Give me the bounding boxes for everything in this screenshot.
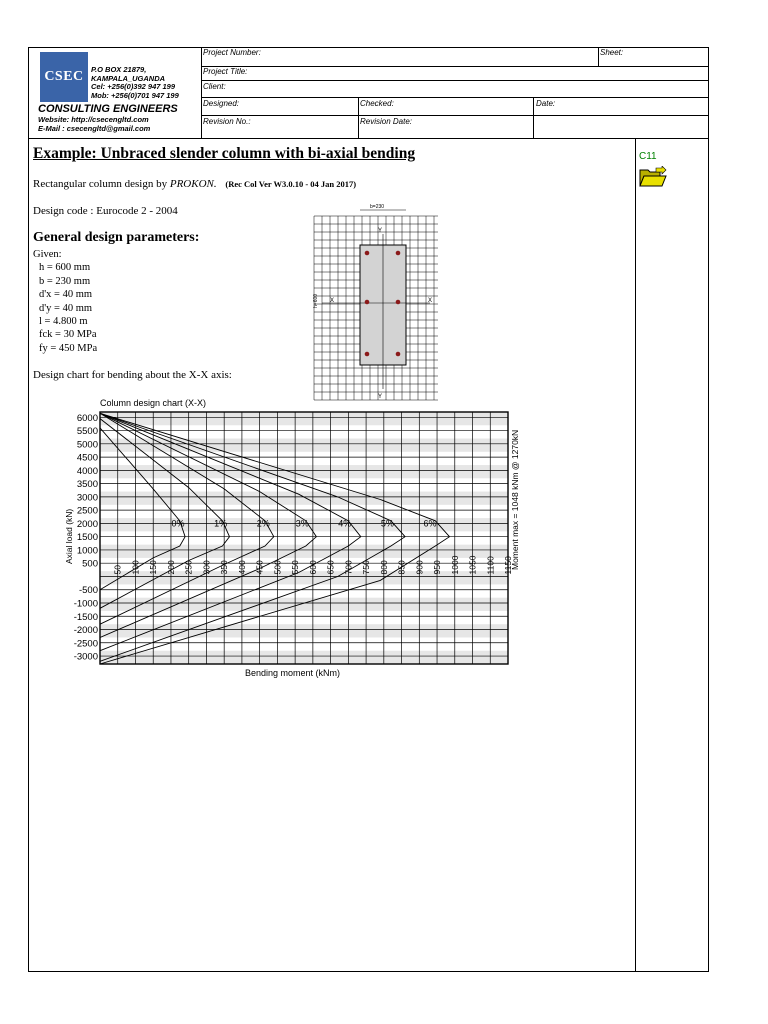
x-tick-label: 1100: [485, 556, 496, 575]
column-section-sketch: [312, 204, 440, 402]
rebar: [396, 300, 401, 305]
intro-version: (Rec Col Ver W3.0.10 - 04 Jan 2017): [225, 179, 357, 189]
x-tick-label: 800: [378, 560, 389, 575]
axis-label-y-bottom: Y: [378, 394, 383, 400]
series-label: 6%: [423, 518, 437, 529]
revision-no-label: Revision No.:: [203, 117, 251, 126]
y-tick-label: -2500: [73, 638, 98, 650]
chart-band: [100, 598, 508, 611]
series-label: 4%: [338, 518, 352, 529]
address-line: Cel: +256(0)392 947 199: [91, 82, 176, 92]
given-label: Given:: [33, 249, 62, 260]
y-tick-label: -2000: [73, 625, 98, 637]
given-item: fy = 450 MPa: [39, 342, 98, 354]
cell-reference: C11: [639, 151, 657, 162]
rebar: [365, 352, 370, 357]
x-tick-label: 100: [130, 560, 141, 575]
x-tick-label: 950: [432, 560, 443, 575]
x-tick-label: 650: [325, 560, 336, 575]
y-tick-label: 4500: [76, 452, 98, 464]
y-axis-label: Axial load (kN): [64, 508, 74, 564]
company-address: [91, 66, 179, 100]
y-tick-label: 1000: [76, 545, 98, 557]
address-line: P.O BOX 21879,: [91, 65, 147, 74]
given-item: b = 230 mm: [39, 275, 91, 287]
x-tick-label: 1000: [449, 555, 460, 575]
section-heading: General design parameters:: [33, 230, 200, 245]
axis-label-x-right: X: [428, 298, 433, 304]
x-tick-label: 850: [396, 560, 407, 575]
axis-label-x-left: X: [330, 298, 335, 304]
x-tick-label: 1150: [503, 556, 513, 575]
page-title: Example: Unbraced slender column with bi-axial bending: [33, 145, 416, 162]
x-tick-label: 200: [165, 560, 176, 575]
rebar: [396, 352, 401, 357]
x-tick-label: 550: [290, 560, 301, 575]
x-tick-label: 450: [254, 560, 265, 575]
open-folder-icon[interactable]: [638, 166, 668, 188]
company-logo: CSEC: [40, 52, 88, 102]
y-tick-labels: [74, 413, 98, 663]
y-tick-label: 1500: [76, 532, 98, 544]
series-label: 2%: [256, 518, 270, 529]
series-label: 1%: [214, 518, 228, 529]
x-tick-label: 500: [272, 560, 283, 575]
x-tick-label: 300: [201, 560, 212, 575]
b-dimension-label: b=230: [370, 204, 385, 210]
header-divider: [201, 80, 709, 81]
chart-band: [100, 651, 508, 664]
chart-band: [100, 571, 508, 584]
rebar: [365, 251, 370, 256]
y-tick-label: -1500: [73, 611, 98, 623]
y-tick-label: 5500: [76, 426, 98, 438]
x-tick-label: 400: [236, 560, 247, 575]
header-divider: [201, 115, 709, 116]
header-divider: [201, 66, 709, 67]
column-design-chart: [60, 394, 540, 684]
client-label: Client:: [203, 82, 226, 91]
y-tick-label: 5000: [76, 439, 98, 451]
header-divider: [598, 47, 599, 66]
y-tick-label: 2500: [76, 505, 98, 517]
series-label: 0%: [171, 518, 185, 529]
x-axis-label: Bending moment (kNm): [245, 668, 341, 678]
header-divider: [201, 97, 709, 98]
intro-line: [33, 178, 356, 190]
y-tick-label: 2000: [76, 518, 98, 530]
date-label: Date:: [536, 99, 556, 108]
x-tick-label: 50: [112, 564, 123, 575]
firm-name: CONSULTING ENGINEERS: [38, 103, 178, 115]
designed-label: Designed:: [203, 99, 240, 108]
header-divider: [358, 97, 359, 138]
y-tick-label: 4000: [76, 465, 98, 477]
series-label: 5%: [380, 518, 394, 529]
header-divider: [28, 138, 709, 139]
given-item: d'x = 40 mm: [39, 289, 93, 301]
website-link[interactable]: Website: http://csecengltd.com: [38, 115, 149, 124]
given-item: l = 4.800 m: [39, 316, 88, 328]
project-number-label: Project Number:: [203, 48, 261, 57]
y-tick-label: -1000: [73, 598, 98, 610]
x-tick-label: 250: [183, 560, 194, 575]
rebar: [396, 251, 401, 256]
chart-title: Column design chart (X-X): [100, 398, 207, 408]
given-list: [33, 248, 97, 355]
y-tick-label: 3000: [76, 492, 98, 504]
intro-software: PROKON.: [169, 178, 217, 190]
chart-band: [100, 412, 508, 425]
revision-date-label: Revision Date:: [360, 117, 413, 126]
chart-band: [100, 439, 508, 452]
y-tick-label: 6000: [76, 412, 98, 424]
project-title-label: Project Title:: [203, 67, 248, 76]
series-label: 3%: [295, 518, 309, 529]
address-line: KAMPALA_UGANDA: [91, 73, 166, 83]
y-tick-label: -500: [78, 585, 98, 597]
address-line: Mob: +256(0)701 947 199: [91, 90, 179, 100]
x-tick-label: 900: [414, 560, 425, 575]
email-link[interactable]: E-Mail : csecengltd@gmail.com: [38, 123, 151, 133]
chart-caption: Design chart for bending about the X-X axis:: [33, 369, 232, 381]
y-tick-label: -3000: [73, 651, 98, 663]
intro-prefix: Rectangular column design by: [33, 178, 170, 190]
sheet-label: Sheet:: [600, 48, 624, 57]
given-item: fck = 30 MPa: [39, 329, 97, 341]
x-tick-label: 1050: [467, 555, 478, 575]
rebar: [365, 300, 370, 305]
header-divider: [201, 47, 202, 138]
company-contacts: [38, 116, 150, 133]
design-code: Design code : Eurocode 2 - 2004: [33, 205, 178, 217]
moment-max-label: Moment max = 1048 kNm @ 1270kN: [510, 429, 520, 570]
x-tick-label: 700: [343, 560, 354, 575]
x-tick-label: 350: [219, 560, 230, 575]
h-dimension-label: h=600: [313, 293, 319, 308]
x-tick-label: 600: [307, 560, 318, 575]
y-tick-label: 500: [82, 558, 98, 570]
header-divider: [533, 97, 534, 138]
given-item: h = 600 mm: [39, 262, 91, 274]
checked-label: Checked:: [360, 99, 394, 108]
axis-label-y-top: Y: [378, 228, 383, 234]
x-tick-label: 150: [148, 560, 159, 575]
x-tick-label: 750: [361, 560, 372, 575]
given-item: d'y = 40 mm: [39, 302, 93, 314]
margin-divider: [635, 138, 636, 972]
y-tick-label: 3500: [76, 479, 98, 491]
